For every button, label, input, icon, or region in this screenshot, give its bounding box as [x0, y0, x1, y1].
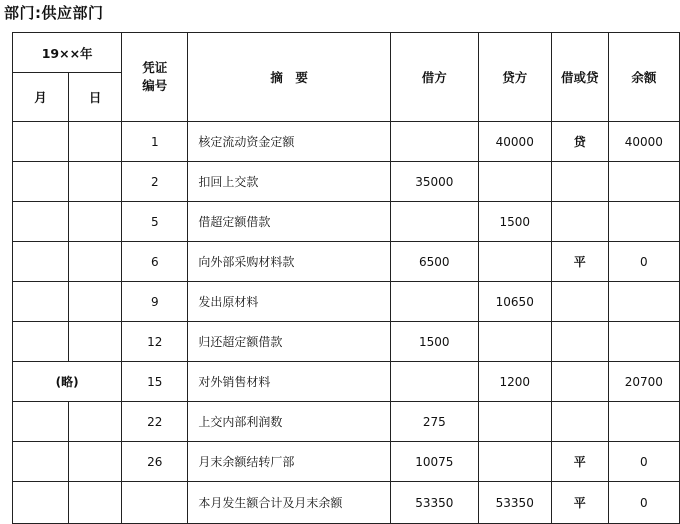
- summary-header: 摘 要: [188, 33, 391, 122]
- month-cell: [13, 202, 69, 242]
- month-cell: [13, 482, 69, 524]
- summary-cell: 向外部采购材料款: [188, 242, 391, 282]
- summary-cell: 核定流动资金定额: [188, 122, 391, 162]
- table-row: [13, 402, 680, 442]
- month-cell: [13, 402, 69, 442]
- department-title: 部门:供应部门: [4, 4, 104, 22]
- day-cell: [69, 482, 122, 524]
- voucher-cell: 5: [122, 202, 188, 242]
- table-row: [13, 162, 680, 202]
- voucher-no-header: [122, 33, 188, 122]
- month-cell: [13, 242, 69, 282]
- day-cell: [69, 122, 122, 162]
- table-row: [13, 242, 680, 282]
- credit-cell: [478, 402, 551, 442]
- voucher-cell: 22: [122, 402, 188, 442]
- ledger-table: [12, 32, 680, 524]
- month-cell: [13, 282, 69, 322]
- debit-cell: 1500: [390, 322, 478, 362]
- dr-cr-cell: [551, 402, 608, 442]
- balance-cell: 40000: [608, 122, 679, 162]
- credit-header: 贷方: [478, 33, 551, 122]
- table-row: [13, 442, 680, 482]
- month-cell: [13, 322, 69, 362]
- dr-cr-cell: [551, 282, 608, 322]
- credit-cell: 10650: [478, 282, 551, 322]
- summary-cell: 本月发生额合计及月末余额: [188, 482, 391, 524]
- debit-cell: 10075: [390, 442, 478, 482]
- summary-cell: 对外销售材料: [188, 362, 391, 402]
- voucher-cell: 15: [122, 362, 188, 402]
- day-header: 日: [69, 73, 122, 122]
- day-cell: [69, 442, 122, 482]
- balance-cell: [608, 402, 679, 442]
- day-cell: [69, 162, 122, 202]
- month-cell: [13, 122, 69, 162]
- debit-cell: 275: [390, 402, 478, 442]
- debit-header: 借方: [390, 33, 478, 122]
- debit-cell: 35000: [390, 162, 478, 202]
- day-cell: [69, 242, 122, 282]
- voucher-cell: 2: [122, 162, 188, 202]
- credit-cell: [478, 242, 551, 282]
- dr-cr-cell: 平: [551, 442, 608, 482]
- balance-cell: [608, 202, 679, 242]
- balance-cell: [608, 162, 679, 202]
- credit-cell: 40000: [478, 122, 551, 162]
- debit-cell: [390, 122, 478, 162]
- debit-cell: 6500: [390, 242, 478, 282]
- table-row: [13, 282, 680, 322]
- month-header: 月: [13, 73, 69, 122]
- summary-cell: 月末余额结转厂部: [188, 442, 391, 482]
- month-cell: [13, 442, 69, 482]
- dr-cr-cell: 平: [551, 242, 608, 282]
- day-cell: [69, 282, 122, 322]
- credit-cell: [478, 162, 551, 202]
- year-header: 19××年: [13, 33, 122, 73]
- summary-cell: 上交内部利润数: [188, 402, 391, 442]
- dr-cr-header: 借或贷: [551, 33, 608, 122]
- dr-cr-cell: [551, 322, 608, 362]
- balance-cell: [608, 322, 679, 362]
- month-cell: [13, 162, 69, 202]
- table-row: [13, 202, 680, 242]
- credit-cell: [478, 442, 551, 482]
- dr-cr-cell: [551, 162, 608, 202]
- credit-cell: 1500: [478, 202, 551, 242]
- debit-cell: [390, 362, 478, 402]
- total-row: [13, 482, 680, 524]
- table-row: [13, 362, 680, 402]
- table-row: [13, 122, 680, 162]
- debit-cell: [390, 282, 478, 322]
- header-row-1: [13, 33, 680, 73]
- day-cell: [69, 202, 122, 242]
- balance-cell: 0: [608, 242, 679, 282]
- omitted-date-cell: (略): [13, 362, 122, 402]
- voucher-cell: 26: [122, 442, 188, 482]
- voucher-cell: 6: [122, 242, 188, 282]
- balance-header: 余额: [608, 33, 679, 122]
- balance-cell: 0: [608, 482, 679, 524]
- day-cell: [69, 402, 122, 442]
- summary-cell: 发出原材料: [188, 282, 391, 322]
- voucher-cell: 1: [122, 122, 188, 162]
- debit-cell: 53350: [390, 482, 478, 524]
- dr-cr-cell: 贷: [551, 122, 608, 162]
- debit-cell: [390, 202, 478, 242]
- day-cell: [69, 322, 122, 362]
- table-row: [13, 322, 680, 362]
- balance-cell: 0: [608, 442, 679, 482]
- voucher-no-label: 凭证编号: [142, 60, 168, 93]
- dr-cr-cell: 平: [551, 482, 608, 524]
- dr-cr-cell: [551, 362, 608, 402]
- credit-cell: [478, 322, 551, 362]
- voucher-cell: 9: [122, 282, 188, 322]
- credit-cell: 1200: [478, 362, 551, 402]
- balance-cell: [608, 282, 679, 322]
- voucher-cell: [122, 482, 188, 524]
- voucher-cell: 12: [122, 322, 188, 362]
- balance-cell: 20700: [608, 362, 679, 402]
- dr-cr-cell: [551, 202, 608, 242]
- summary-cell: 扣回上交款: [188, 162, 391, 202]
- summary-cell: 借超定额借款: [188, 202, 391, 242]
- summary-cell: 归还超定额借款: [188, 322, 391, 362]
- credit-cell: 53350: [478, 482, 551, 524]
